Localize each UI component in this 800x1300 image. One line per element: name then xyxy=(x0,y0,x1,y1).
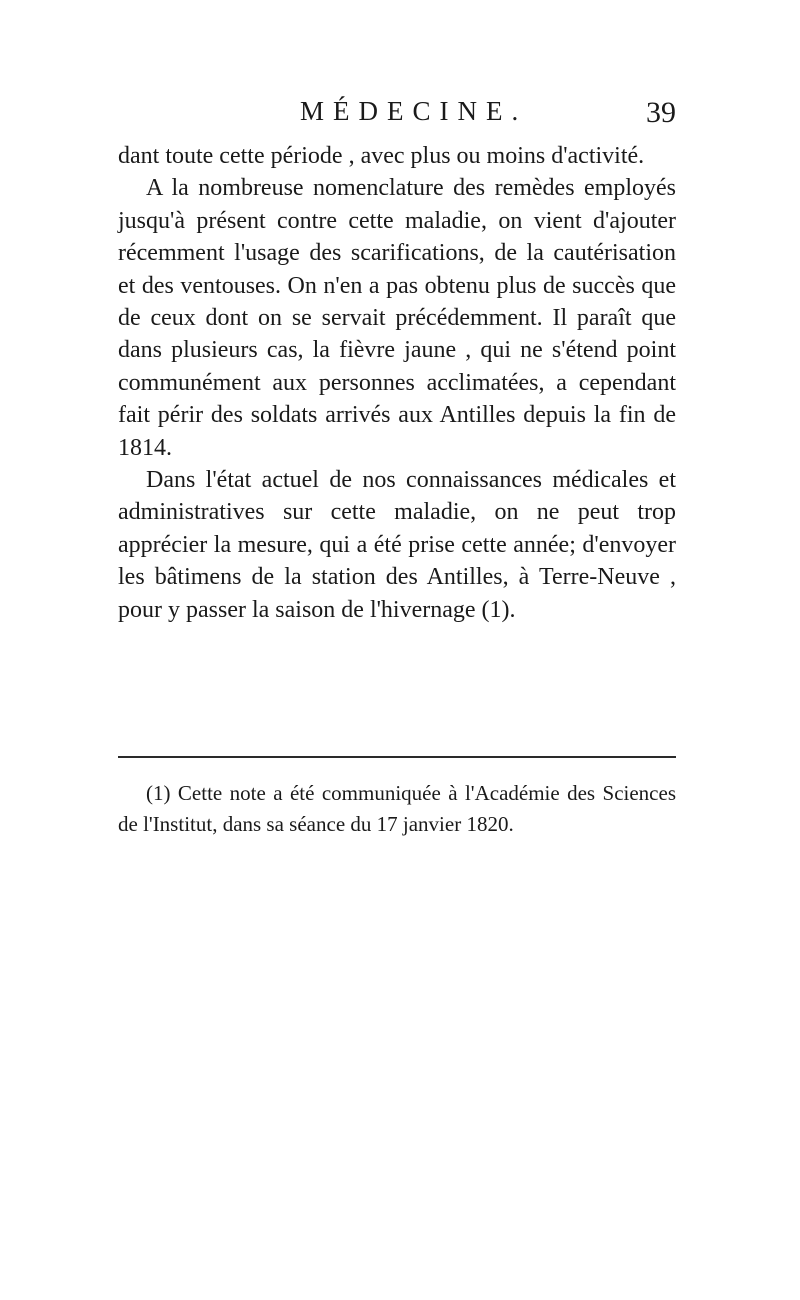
page-number: 39 xyxy=(646,96,676,129)
paragraph-continuation: dant toute cette période , avec plus ou moins d'activité. xyxy=(118,143,645,169)
paragraph-remedies: A la nombreuse nomenclature des remèdes employés jusqu'à présent contre cette maladie, on vient d'ajouter récemment l'usage des scarifications, de la cautérisation et des ventouses. On n'en a pas obtenu plus de succès que de ceux dont on se servait précédemment. Il paraît que dans plusieurs cas, la fièvre jaune , qui ne s'étend point communément aux personnes acclimatées, a cependant fait périr des soldats arrivés aux Antilles depuis la fin de 1814. xyxy=(118,175,676,461)
footnote xyxy=(118,778,676,840)
footnote-divider xyxy=(118,756,676,758)
paragraph-measure: Dans l'état actuel de nos connaissances médicales et administratives sur cette maladie, on ne peut trop apprécier la mesure, qui a été prise cette année; d'envoyer les bâtimens de la station des Antilles, à Terre-Neuve , pour y passer la saison de l'hivernage (1). xyxy=(118,467,676,623)
running-head xyxy=(118,96,678,136)
running-title: MÉDECINE. xyxy=(300,96,528,126)
footnote-text: (1) Cette note a été communiquée à l'Académie des Sciences de l'Institut, dans sa séance du 17 janvier 1820. xyxy=(118,781,676,836)
main-text xyxy=(118,140,676,626)
